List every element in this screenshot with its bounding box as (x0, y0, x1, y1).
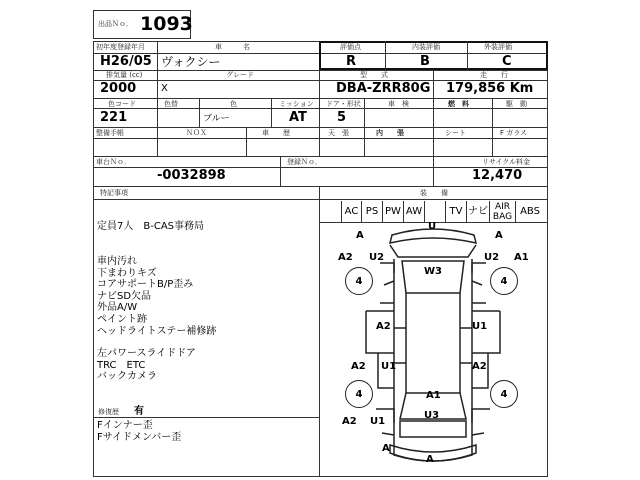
equipment-label: 装 備 (420, 189, 448, 197)
note-line: 外品A/W (97, 302, 138, 314)
note-line: コアサポートB/P歪み (97, 279, 194, 291)
manual-label: 整備手帳 (96, 129, 124, 137)
history-label: 車 歴 (262, 129, 290, 137)
color-label: 色 (230, 100, 237, 108)
color-code-value: 221 (100, 110, 128, 125)
note-line: ヘッドライトステー補修跡 (97, 325, 217, 337)
mark-u2-fr: U2 (484, 252, 500, 263)
mark-u2-fl: U2 (369, 252, 385, 263)
exterior-score-value: C (502, 54, 512, 69)
tire-front-right: 4 (490, 267, 518, 295)
mission-label: ミッション (279, 100, 314, 108)
car-diagram (320, 223, 547, 476)
score-label: 評価点 (340, 43, 361, 51)
equipment-tv: TV (446, 201, 467, 222)
grade-label: グレード (226, 71, 254, 79)
displacement-label: 排気量 (cc) (106, 71, 143, 79)
mark-front-a-left: A (356, 230, 364, 241)
equipment-airbag: AIR BAG (490, 201, 516, 222)
mark-a1-rear: A1 (426, 390, 441, 401)
tire-rear-left: 4 (345, 380, 373, 408)
inspection-label: 車 検 (388, 100, 409, 108)
reg-date-label: 初年度登録年月 (96, 43, 145, 51)
lot-number: 1093 (140, 13, 193, 35)
fuel-label: 燃 料 (448, 100, 469, 108)
mark-u1-right-door: U1 (472, 321, 488, 332)
equipment-abs: ABS (520, 205, 540, 217)
mark-a2-rl: A2 (351, 361, 366, 372)
note-line: バックカメラ (97, 371, 157, 383)
note-line: ナビSD欠品 (97, 290, 152, 302)
note-line: ペイント跡 (97, 314, 147, 325)
note-line: 定員7人 B-CAS事務局 (97, 221, 205, 232)
grade-value: X (161, 83, 168, 94)
registration-label: 登録Ｎｏ． (287, 158, 322, 166)
tire-rear-right: 4 (490, 380, 518, 408)
notes-label: 特記事項 (100, 189, 128, 197)
exterior-score-label: 外装評価 (484, 43, 512, 51)
mark-u3-rear: U3 (424, 410, 440, 421)
door-value: 5 (337, 110, 347, 125)
model-value: DBA-ZRR80G (336, 81, 431, 96)
equipment-ac: AC (341, 201, 362, 222)
equipment-navi: ナビ (467, 201, 490, 222)
interior-score-value: B (420, 54, 430, 69)
repair-line: Fサイドメンバー歪 (97, 431, 182, 443)
note-line: 車内汚れ (97, 256, 137, 267)
score-value: R (346, 54, 357, 69)
reg-date-value: H26/05 (100, 54, 152, 69)
mileage-label: 走 行 (480, 71, 508, 79)
fglass-label: F ガラス (500, 129, 528, 137)
mark-a1-fr: A1 (514, 252, 529, 263)
model-label: 型 式 (360, 71, 388, 79)
mission-value: AT (289, 110, 307, 125)
car-name-value: ヴォクシー (161, 55, 221, 69)
equipment-blank (425, 201, 446, 222)
chassis-value: -0032898 (157, 168, 226, 183)
nox-label: ＮＯＸ (186, 129, 207, 137)
mark-u1-rl: U1 (381, 361, 397, 372)
equipment-ps: PS (362, 201, 383, 222)
interior-type-label: 内 張 (376, 129, 404, 137)
mark-u1-bl: U1 (370, 416, 386, 427)
tire-front-left: 4 (345, 267, 373, 295)
mark-a-bottom: A (426, 454, 434, 465)
color-code-label: 色コード (108, 100, 136, 108)
equipment-aw: AW (404, 201, 425, 222)
car-front (390, 245, 476, 257)
seat-label: シート (445, 129, 466, 137)
lot-label: 出品Ｎｏ． (98, 20, 133, 28)
chassis-label: 車台Ｎｏ． (96, 158, 131, 166)
mark-a2-bl: A2 (342, 416, 357, 427)
equipment-pw: PW (383, 201, 404, 222)
color-value: ブルー (203, 114, 230, 124)
recycle-label: リサイクル料金 (482, 158, 531, 166)
mileage-value: 179,856 Km (446, 81, 534, 96)
mark-front-u: U (428, 221, 437, 232)
interior-score-label: 内装評価 (412, 43, 440, 51)
mark-a2-left-door: A2 (376, 321, 391, 332)
roof-label: 天 張 (328, 129, 349, 137)
mark-front-a-right: A (495, 230, 503, 241)
drive-label: 駆 動 (506, 100, 527, 108)
note-line: TRC ETC (97, 359, 146, 371)
mark-w3: W3 (424, 266, 442, 277)
repair-label: 修復歴 (98, 408, 119, 416)
lot-number-box (93, 10, 191, 39)
displacement-value: 2000 (100, 81, 137, 96)
mark-a2-rr: A2 (472, 361, 487, 372)
door-label: ドア・形状 (326, 100, 361, 108)
recycle-value: 12,470 (472, 168, 523, 183)
repair-value: 有 (134, 406, 144, 417)
repair-line: Fインナー歪 (97, 420, 153, 431)
color-change-label: 色替 (164, 100, 178, 108)
car-name-label: 車 名 (215, 43, 250, 51)
mark-a-bl: A (382, 443, 390, 454)
mark-a2-fl: A2 (338, 252, 353, 263)
note-line: 左パワースライドドア (97, 348, 196, 359)
note-line: 下まわりキズ (97, 267, 157, 279)
